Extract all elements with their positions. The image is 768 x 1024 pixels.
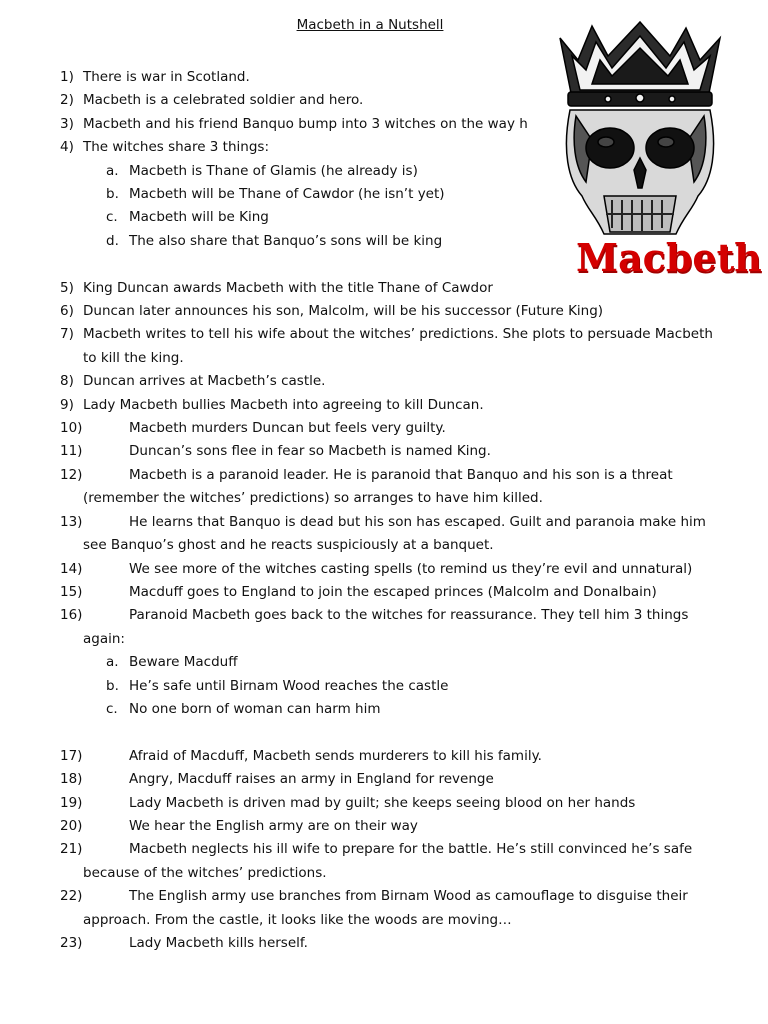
item-text: Macbeth will be Thane of Cawdor (he isn’t yet)	[129, 186, 445, 203]
item-number: 15)	[60, 583, 83, 600]
item-text: Lady Macbeth kills herself.	[129, 935, 308, 951]
item-text: Macbeth and his friend Banquo bump into 3 witches on the way h	[83, 115, 528, 132]
item-number: 21)	[60, 841, 83, 858]
item-text: Duncan’s sons flee in fear so Macbeth is named King.	[129, 443, 491, 460]
item-text: No one born of woman can harm him	[129, 700, 381, 717]
item-text: Macbeth is Thane of Glamis (he already is)	[129, 162, 418, 179]
item-letter: b.	[106, 186, 119, 203]
item-letter: b.	[106, 677, 119, 694]
item-number: 12)	[60, 466, 83, 483]
list-item	[60, 768, 720, 791]
item-text: The witches share 3 things:	[83, 139, 269, 156]
item-number: 16)	[60, 607, 83, 624]
list-item	[60, 440, 720, 463]
item-text: Macbeth is a celebrated soldier and hero.	[83, 92, 364, 109]
list-item	[60, 581, 720, 604]
list-item	[60, 417, 720, 440]
item-number: 11)	[60, 443, 83, 460]
sub-list-item	[60, 675, 720, 698]
item-number: 19)	[60, 794, 83, 811]
item-number: 14)	[60, 560, 83, 577]
list-item	[60, 604, 720, 651]
skull-crown-illustration	[552, 20, 762, 290]
macbeth-logo-text: Macbeth	[576, 235, 762, 280]
item-number: 2)	[60, 92, 74, 109]
item-text: Macbeth murders Duncan but feels very guilty.	[129, 420, 446, 437]
list-item	[60, 745, 720, 768]
item-text: Macbeth writes to tell his wife about the witches’ predictions. She plots to persuade Macbeth to kill the king.	[83, 326, 713, 366]
item-number: 4)	[60, 139, 74, 156]
item-number: 1)	[60, 69, 74, 85]
list-item	[60, 394, 720, 417]
item-text: Afraid of Macduff, Macbeth sends murderers to kill his family.	[129, 747, 542, 764]
item-number: 23)	[60, 935, 83, 951]
list-item	[60, 838, 720, 885]
document-title: Macbeth in a Nutshell	[296, 17, 444, 33]
item-text: Lady Macbeth is driven mad by guilt; she keeps seeing blood on her hands	[129, 794, 636, 811]
item-letter: c.	[106, 209, 118, 226]
item-number: 8)	[60, 373, 74, 390]
sub-list-item	[60, 651, 720, 674]
item-number: 6)	[60, 303, 74, 320]
list-item	[60, 558, 720, 581]
item-number: 7)	[60, 326, 74, 343]
item-text: King Duncan awards Macbeth with the title Thane of Cawdor	[83, 279, 493, 296]
list-item	[60, 792, 720, 815]
item-letter: a.	[106, 162, 119, 179]
item-number: 20)	[60, 817, 83, 834]
item-number: 13)	[60, 513, 83, 530]
skull-icon	[566, 110, 713, 234]
item-text: Duncan arrives at Macbeth’s castle.	[83, 373, 326, 390]
item-text: Beware Macduff	[129, 654, 238, 671]
item-text: The also share that Banquo’s sons will be king	[129, 232, 443, 249]
item-text: He learns that Banquo is dead but his son has escaped. Guilt and paranoia make him see Banquo’s ghost and he reacts suspiciously at a banquet.	[83, 513, 706, 554]
item-text: Paranoid Macbeth goes back to the witches for reassurance. They tell him 3 things again:	[83, 607, 689, 647]
item-number: 10)	[60, 420, 83, 437]
item-number: 9)	[60, 396, 74, 413]
list-item	[60, 323, 720, 370]
item-text: Angry, Macduff raises an army in England for revenge	[129, 771, 494, 788]
item-letter: a.	[106, 654, 119, 671]
item-text: Lady Macbeth bullies Macbeth into agreeing to kill Duncan.	[83, 396, 484, 413]
list-item	[60, 464, 720, 511]
item-text: Macbeth is a paranoid leader. He is paranoid that Banquo and his son is a threat (remember the witches’ predictions) so arranges to have him killed.	[83, 466, 673, 507]
item-text: The English army use branches from Birnam Wood as camouflage to disguise their approach. From the castle, it looks like the woods are moving…	[83, 888, 688, 928]
blank-line	[60, 721, 720, 744]
sub-list-item	[60, 698, 720, 721]
list-item	[60, 932, 720, 955]
crown-icon	[560, 22, 720, 106]
item-text: He’s safe until Birnam Wood reaches the castle	[129, 677, 449, 694]
item-text: Duncan later announces his son, Malcolm, will be his successor (Future King)	[83, 303, 604, 320]
item-text: There is war in Scotland.	[83, 69, 250, 85]
item-number: 5)	[60, 279, 74, 296]
item-number: 3)	[60, 115, 74, 132]
item-text: Macduff goes to England to join the escaped princes (Malcolm and Donalbain)	[129, 583, 657, 600]
item-number: 22)	[60, 888, 83, 905]
list-item	[60, 511, 720, 558]
item-text: We hear the English army are on their way	[129, 817, 418, 834]
item-number: 18)	[60, 771, 83, 788]
item-text: We see more of the witches casting spells (to remind us they’re evil and unnatural)	[129, 560, 693, 577]
list-item	[60, 815, 720, 838]
list-item	[60, 885, 720, 932]
list-item	[60, 300, 720, 323]
item-letter: d.	[106, 232, 119, 249]
item-letter: c.	[106, 700, 118, 717]
item-text: Macbeth neglects his ill wife to prepare for the battle. He’s still convinced he’s safe because of the witches’ predictions.	[83, 841, 693, 881]
item-text: Macbeth will be King	[129, 209, 269, 226]
list-item	[60, 370, 720, 393]
item-number: 17)	[60, 747, 83, 764]
